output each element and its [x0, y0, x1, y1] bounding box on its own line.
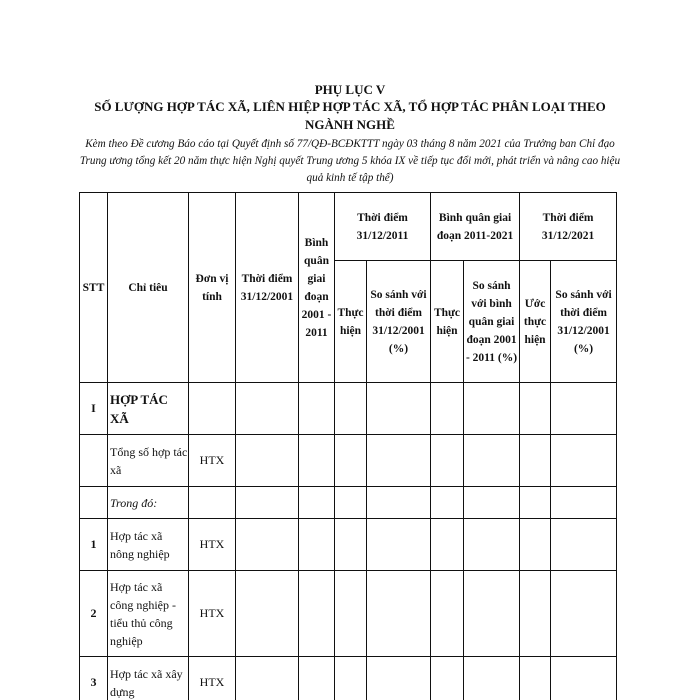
row-label: Hợp tác xã công nghiệp - tiểu thủ công nghiệp	[108, 571, 189, 657]
row-label: Hợp tác xã xây dựng	[108, 657, 189, 700]
header-group-2011: Thời điểm 31/12/2011	[335, 193, 431, 261]
header-don-vi-tinh: Đơn vị tính	[189, 193, 236, 383]
header-group-2011-2021: Bình quân giai đoạn 2011-2021	[431, 193, 520, 261]
header-so-sanh-2021: So sánh với thời điểm 31/12/2001 (%)	[551, 261, 617, 383]
header-binh-quan-2001-2011: Bình quân giai đoạn 2001 - 2011	[299, 193, 335, 383]
header-thuc-hien-2011-2021: Thực hiện	[431, 261, 464, 383]
row-unit	[189, 383, 236, 435]
row-stt: 3	[80, 657, 108, 700]
table-cell	[520, 519, 551, 571]
table-row	[80, 487, 617, 519]
document-header	[70, 81, 630, 187]
table-cell	[431, 435, 464, 487]
table-cell	[236, 487, 299, 519]
table-cell	[367, 487, 431, 519]
table-cell	[464, 487, 520, 519]
table-cell	[464, 657, 520, 700]
table-cell	[520, 487, 551, 519]
table-cell	[520, 383, 551, 435]
subtitle: Kèm theo Đề cương Báo cáo tại Quyết định số 77/QĐ-BCĐKTTT ngày 03 tháng 8 năm 2021 của Trưởng ban Chỉ đạo Trung ương tổng kết 20 năm thực hiện Nghị quyết Trung ương 5 khóa IX về tiếp tục đổi mới, phát triển và nâng cao hiệu quả kinh tế tập thể)	[79, 138, 621, 184]
table-cell	[299, 435, 335, 487]
header-chi-tieu: Chỉ tiêu	[108, 193, 189, 383]
row-stt: I	[80, 383, 108, 435]
table-cell	[551, 519, 617, 571]
table-row	[80, 383, 617, 435]
table-cell	[464, 571, 520, 657]
table-cell	[299, 657, 335, 700]
table-cell	[431, 519, 464, 571]
table-cell	[299, 519, 335, 571]
table-cell	[464, 519, 520, 571]
row-stt	[80, 487, 108, 519]
table-cell	[520, 657, 551, 700]
table-cell	[236, 657, 299, 700]
table-cell	[367, 519, 431, 571]
header-stt: STT	[80, 193, 108, 383]
table-cell	[367, 383, 431, 435]
row-label: Tổng số hợp tác xã	[108, 435, 189, 487]
row-label: Hợp tác xã nông nghiệp	[108, 519, 189, 571]
table-cell	[431, 657, 464, 700]
table-cell	[236, 571, 299, 657]
table-cell	[551, 487, 617, 519]
table-cell	[335, 519, 367, 571]
row-unit: HTX	[189, 657, 236, 700]
table-cell	[551, 571, 617, 657]
table-row	[80, 519, 617, 571]
table-cell	[551, 435, 617, 487]
row-label: HỢP TÁC XÃ	[108, 383, 189, 435]
table-cell	[431, 383, 464, 435]
table-cell	[335, 487, 367, 519]
header-row-top	[80, 193, 617, 261]
table-cell	[551, 657, 617, 700]
table-row	[80, 657, 617, 700]
header-thoi-diem-2001: Thời điểm 31/12/2001	[236, 193, 299, 383]
main-title: SỐ LƯỢNG HỢP TÁC XÃ, LIÊN HIỆP HỢP TÁC XÃ, TỔ HỢP TÁC PHÂN LOẠI THEO NGÀNH NGHỀ	[94, 99, 606, 132]
table-cell	[335, 383, 367, 435]
row-stt	[80, 435, 108, 487]
table-cell	[367, 657, 431, 700]
table-cell	[520, 571, 551, 657]
row-unit: HTX	[189, 519, 236, 571]
row-stt: 1	[80, 519, 108, 571]
header-so-sanh-2011-2021: So sánh với bình quân giai đoạn 2001 - 2011 (%)	[464, 261, 520, 383]
header-so-sanh-2011: So sánh với thời điểm 31/12/2001 (%)	[367, 261, 431, 383]
header-group-2021: Thời điểm 31/12/2021	[520, 193, 617, 261]
table-cell	[236, 519, 299, 571]
row-unit	[189, 487, 236, 519]
table-row	[80, 571, 617, 657]
table-cell	[464, 435, 520, 487]
table-cell	[520, 435, 551, 487]
table-cell	[335, 435, 367, 487]
table-cell	[551, 383, 617, 435]
table-row	[80, 435, 617, 487]
table-cell	[431, 571, 464, 657]
table-cell	[367, 435, 431, 487]
row-label: Trong đó:	[108, 487, 189, 519]
cooperative-table	[79, 192, 617, 700]
table-cell	[236, 383, 299, 435]
appendix-title: PHỤ LỤC V	[314, 82, 386, 97]
header-uoc-thuc-hien-2021: Ước thực hiện	[520, 261, 551, 383]
table-cell	[464, 383, 520, 435]
table-cell	[367, 571, 431, 657]
table-cell	[335, 657, 367, 700]
table-cell	[299, 487, 335, 519]
table-cell	[236, 435, 299, 487]
table-cell	[299, 571, 335, 657]
row-unit: HTX	[189, 435, 236, 487]
table-cell	[431, 487, 464, 519]
table-container	[79, 192, 616, 700]
header-thuc-hien-2011: Thực hiện	[335, 261, 367, 383]
row-unit: HTX	[189, 571, 236, 657]
row-stt: 2	[80, 571, 108, 657]
table-cell	[335, 571, 367, 657]
table-cell	[299, 383, 335, 435]
